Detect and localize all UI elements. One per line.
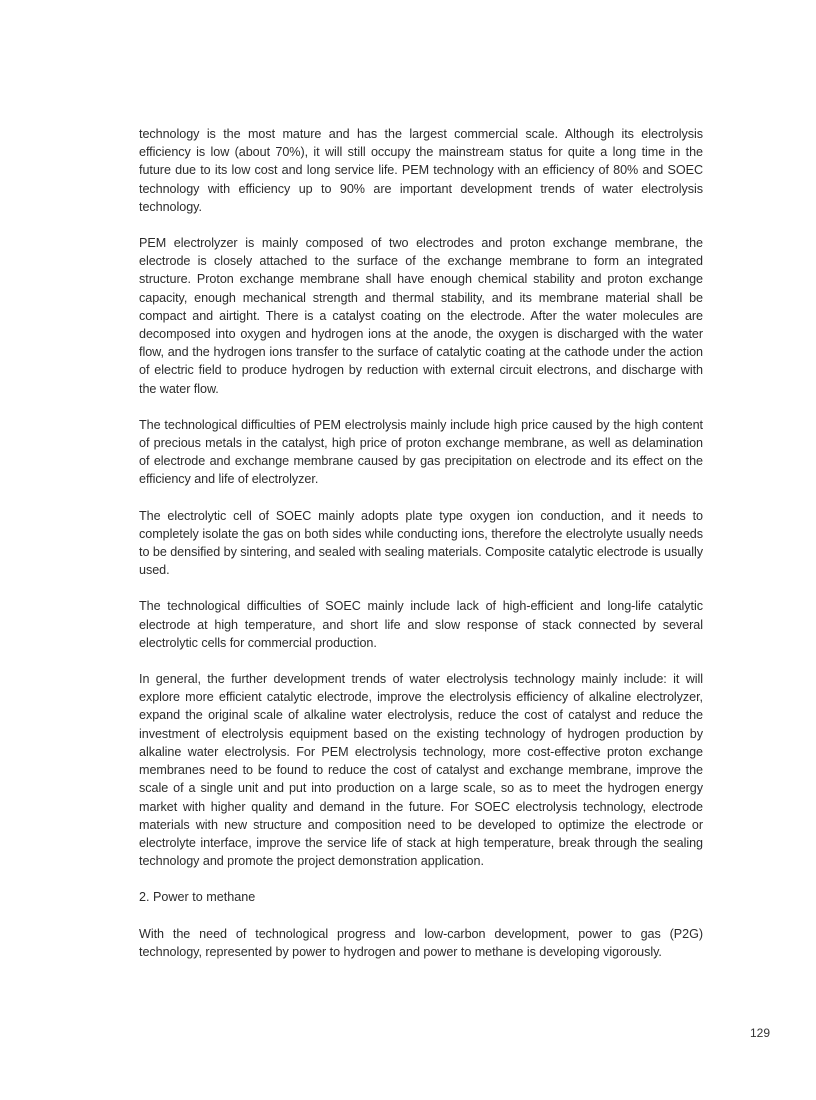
page-number: 129 [749, 1026, 770, 1040]
paragraph-soec-difficulties: The technological difficulties of SOEC mainly include lack of high-efficient and long-life catalytic electrode at high temperature, and short life and slow response of stack connected by several electrolytic cells for commercial production. [139, 599, 703, 650]
paragraph-soec-cell: The electrolytic cell of SOEC mainly adopts plate type oxygen ion conduction, and it needs to completely isolate the gas on both sides while conducting ions, therefore the electrolyte usually needs to be densified by sintering, and sealed with sealing materials. Composite catalytic electrode is usually used. [139, 508, 703, 578]
paragraph-electrolysis-overview: technology is the most mature and has the largest commercial scale. Although its electrolysis efficiency is low (about 70%), it will still occupy the mainstream status for quite a long time in the future due to its low cost and long service life. PEM technology with an efficiency of 80% and SOEC technology with efficiency up to 90% are important development trends of water electrolysis technology. [139, 127, 703, 214]
paragraph-pem-difficulties: The technological difficulties of PEM electrolysis mainly include high price caused by the high content of precious metals in the catalyst, high price of proton exchange membrane, as well as delamination of electrode and exchange membrane caused by gas precipitation on electrode and its effect on the efficiency and life of electrolyzer. [139, 417, 703, 487]
page-body [139, 125, 703, 979]
section-heading: 2. Power to methane [139, 890, 256, 905]
paragraph-development-trends: In general, the further development trends of water electrolysis technology mainly include: it will explore more efficient catalytic electrode, improve the electrolysis efficiency of alkaline electrolyzer, expand the original scale of alkaline water electrolysis, reduce the cost of catalyst and reduce the investment of electrolysis equipment based on the existing technology of hydrogen production by alkaline water electrolysis. For PEM electrolysis technology, more cost-effective proton exchange membranes need to be found to reduce the cost of catalyst and exchange membrane, improve the scale of a single unit and put into production on a large scale, so as to meet the hydrogen energy market with higher quality and demand in the future. For SOEC electrolysis technology, electrode materials with new structure and composition need to be developed to optimize the electrode or electrolyte interface, improve the service life of stack at high temperature, break through the sealing technology and promote the project demonstration application. [139, 672, 703, 869]
paragraph-power-to-gas: With the need of technological progress and low-carbon development, power to gas (P2G) technology, represented by power to hydrogen and power to methane is developing vigorously. [139, 926, 703, 959]
paragraph-pem-electrolyzer: PEM electrolyzer is mainly composed of two electrodes and proton exchange membrane, the electrode is closely attached to the surface of the exchange membrane to form an integrated structure. Proton exchange membrane shall have enough chemical stability and proton exchange capacity, enough mechanical strength and thermal stability, and its membrane material shall be compact and airtight. There is a catalyst coating on the electrode. After the water molecules are decomposed into oxygen and hydrogen ions at the anode, the oxygen is discharged with the water flow, and the hydrogen ions transfer to the surface of catalytic coating at the cathode under the action of electric field to produce hydrogen by reduction with external circuit electrons, and discharge with the water flow. [139, 236, 703, 396]
